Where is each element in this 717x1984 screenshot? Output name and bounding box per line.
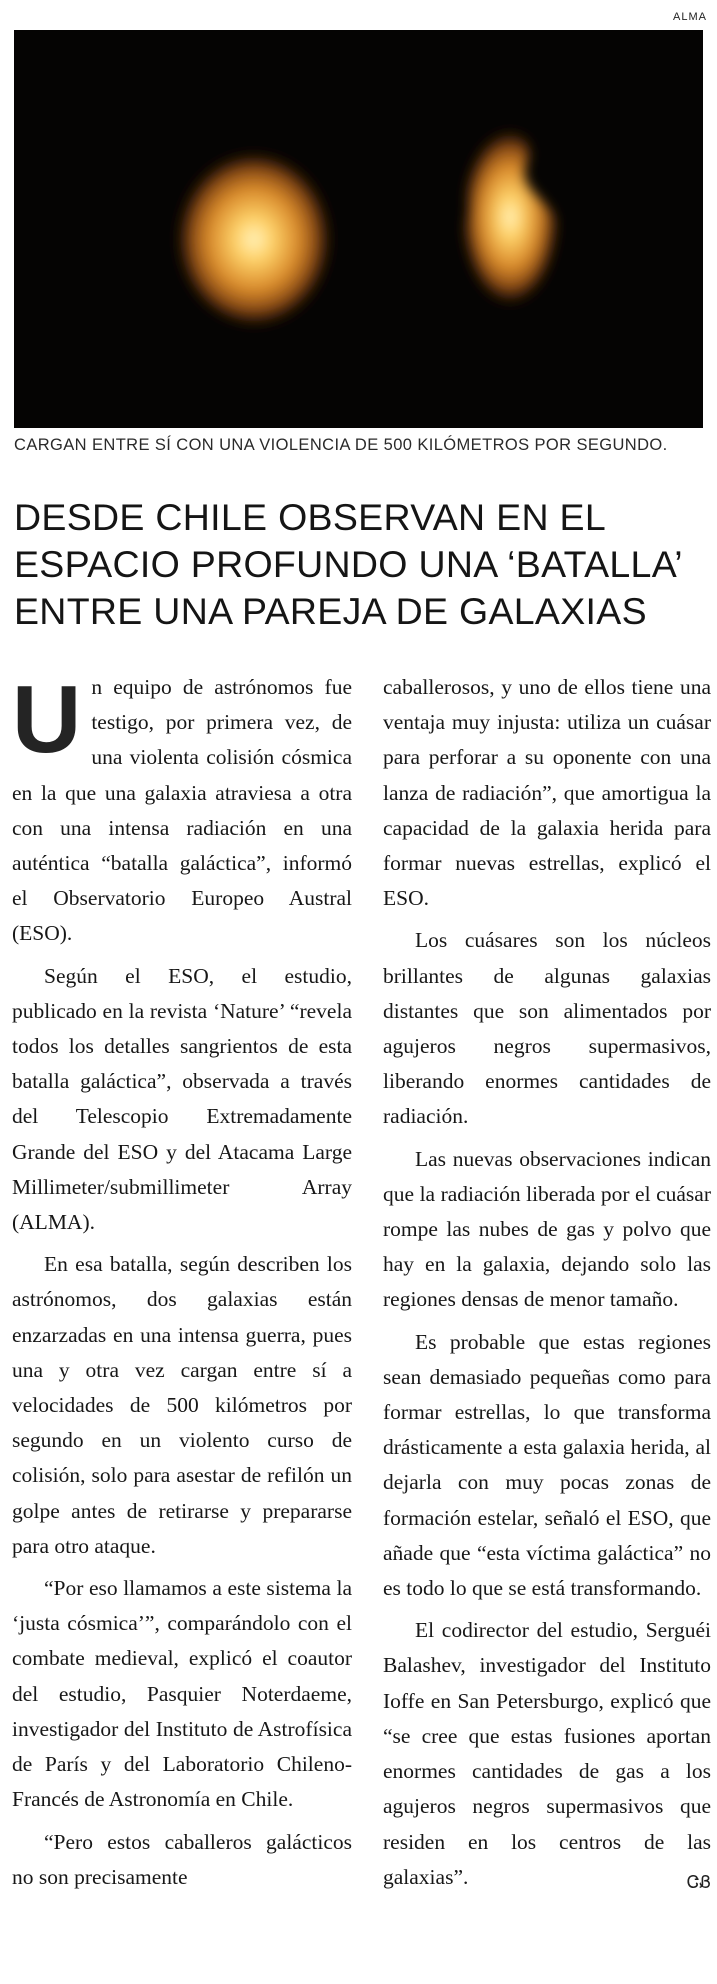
right-galaxy bbox=[459, 126, 561, 308]
drop-cap: U bbox=[12, 666, 82, 773]
headline-line-1: DESDE CHILE OBSERVAN EN EL bbox=[14, 496, 607, 538]
galaxies-image bbox=[14, 30, 703, 428]
photo-caption: CARGAN ENTRE SÍ CON UNA VIOLENCIA DE 500 KILÓMETROS POR SEGUNDO. bbox=[14, 436, 668, 454]
paragraph-2: Según el ESO, el estudio, publicado en la revista ‘Nature’ “revela todos los detalles sangrientos de esta batalla galáctica”, observada a través del Telescopio Extremadamente Grande del ESO y del Atacama Large Millimeter/submillimeter Array (ALMA). bbox=[12, 963, 352, 1235]
headline-line-2: ESPACIO PROFUNDO UNA ‘BATALLA’ bbox=[14, 543, 683, 585]
paragraph-9 bbox=[383, 1613, 711, 1895]
paragraph-5: “Pero estos caballeros galácticos no son precisamente bbox=[12, 1829, 352, 1889]
left-galaxy bbox=[173, 148, 335, 330]
paragraph-3: En esa batalla, según describen los astrónomos, dos galaxias están enzarzadas en una intensa guerra, pues una y otra vez cargan entre sí a velocidades de 500 kilómetros por segundo en un violento curso de colisión, solo para asestar de refilón un golpe antes de retirarse y prepararse para otro ataque. bbox=[12, 1252, 352, 1558]
paragraph-1 bbox=[12, 666, 352, 952]
headline-line-3: ENTRE UNA PAREJA DE GALAXIAS bbox=[14, 590, 647, 632]
paragraph-5-continued: caballerosos, y uno de ellos tiene una ventaja muy injusta: utiliza un cuásar para perforar a su oponente con una lanza de radiación”, que amortigua la capacidad de la galaxia herida para formar nuevas estrellas, explicó el ESO. bbox=[383, 675, 711, 911]
paragraph-7: Las nuevas observaciones indican que la radiación liberada por el cuásar rompe las nubes de gas y polvo que hay en la galaxia, dejando solo las regiones densas de menor tamaño. bbox=[383, 1146, 711, 1312]
paragraph-1-text: n equipo de astrónomos fue testigo, por primera vez, de una violenta colisión cósmica en la que una galaxia atraviesa a otra con una intensa radiación en una auténtica “batalla galáctica”, informó el Observatorio Europeo Austral (ESO). bbox=[12, 675, 352, 946]
paragraph-9-text: El codirector del estudio, Serguéi Balashev, investigador del Instituto Ioffe en San Petersburgo, explicó que “se cree que estas fusiones aportan enormes cantidades de gas a los agujeros negros supermasivos que residen en los centros de las galaxias”. bbox=[383, 1618, 711, 1889]
headline bbox=[14, 494, 704, 635]
photo-credit: ALMA bbox=[673, 11, 707, 23]
end-mark: ᏣᏰ bbox=[686, 1871, 711, 1892]
article-column-left bbox=[12, 666, 352, 1902]
paragraph-8: Es probable que estas regiones sean demasiado pequeñas como para formar estrellas, lo que transforma drásticamente a esta galaxia herida, al dejarla con muy pocas zonas de formación estelar, señaló el ESO, que añade que “esta víctima galáctica” no es todo lo que se está transformando. bbox=[383, 1329, 711, 1601]
galaxies-photo bbox=[14, 30, 703, 428]
paragraph-6: Los cuásares son los núcleos brillantes de algunas galaxias distantes que son alimentados por agujeros negros supermasivos, liberando enormes cantidades de radiación. bbox=[383, 928, 711, 1129]
paragraph-4: “Por eso llamamos a este sistema la ‘justa cósmica’”, comparándolo con el combate medieval, explicó el coautor del estudio, Pasquier Noterdaeme, investigador del Instituto de Astrofísica de París y del Laboratorio Chileno-Francés de Astronomía en Chile. bbox=[12, 1576, 352, 1812]
article-column-right bbox=[383, 670, 711, 1902]
